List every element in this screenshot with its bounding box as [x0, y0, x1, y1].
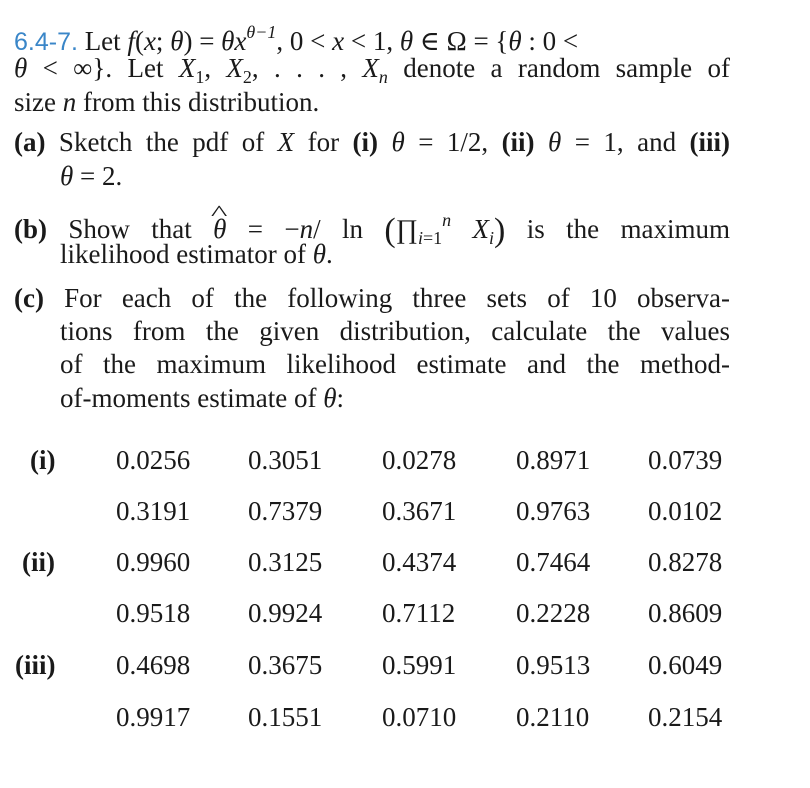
table-cell: 0.1551 [248, 702, 323, 732]
table-cell: 0.4374 [382, 547, 457, 577]
part-b-line-2: likelihood estimator of θ. [60, 239, 333, 269]
table-cell: 0.8609 [648, 598, 723, 628]
part-c-line-2: tions from the given distribution, calculate the values [60, 316, 730, 346]
table-cell: 0.0256 [116, 445, 191, 475]
table-cell: 0.7112 [382, 598, 456, 628]
table-cell: 0.3671 [382, 496, 457, 526]
table-cell: 0.3675 [248, 650, 323, 680]
table-cell: 0.8971 [516, 445, 591, 475]
part-c-line-3: of the maximum likelihood estimate and the method- [60, 349, 730, 379]
dataset-label: (iii) [15, 650, 56, 680]
table-cell: 0.6049 [648, 650, 723, 680]
part-c-line-1: (c) For each of the following three sets of 10 observa- [14, 283, 730, 313]
table-cell: 0.9513 [516, 650, 591, 680]
table-cell: 0.9917 [116, 702, 191, 732]
table-cell: 0.0710 [382, 702, 457, 732]
part-b-line-1: (b) Show that ^ θ = −n/ $\ln (\prod_{i=1}^n$ $X_i$) is the maximum [14, 204, 730, 254]
table-row [0, 496, 810, 536]
table-row [0, 598, 810, 638]
table-cell: 0.9518 [116, 598, 191, 628]
table-cell: 0.9960 [116, 547, 191, 577]
table-cell: 0.2228 [516, 598, 591, 628]
table-cell: 0.3051 [248, 445, 323, 475]
table-cell: 0.8278 [648, 547, 723, 577]
table-cell: 0.5991 [382, 650, 457, 680]
problem-line-1: 6.4-7. Let f(x; $\theta) = \theta x^{\theta-1}$, 0 < x < 1, θ ∈ Ω = {θ : 0 < [14, 22, 579, 56]
table-cell: 0.9924 [248, 598, 323, 628]
problem-line-3: size n from this distribution. [14, 87, 320, 117]
part-c-line-4: of-moments estimate of θ: [60, 383, 344, 413]
table-cell: 0.7379 [248, 496, 323, 526]
table-cell: 0.0278 [382, 445, 457, 475]
dataset-label: (ii) [22, 547, 55, 577]
part-a-label: (a) [14, 127, 46, 157]
table-cell: 0.0739 [648, 445, 723, 475]
table-cell: 0.3191 [116, 496, 191, 526]
table-row [0, 650, 810, 690]
part-c-label: (c) [14, 283, 44, 313]
table-cell: 0.2154 [648, 702, 723, 732]
table-row [0, 547, 810, 587]
part-a-line-1: (a) Sketch the pdf of X for (i) θ = 1/2, (ii) θ = 1, and (iii) [14, 127, 731, 157]
part-b-label: (b) [14, 214, 47, 244]
table-cell: 0.4698 [116, 650, 191, 680]
table-cell: 0.9763 [516, 496, 591, 526]
table-row [0, 445, 810, 485]
table-row [0, 702, 810, 742]
table-cell: 0.2110 [516, 702, 590, 732]
part-a-line-2: θ = 2. [60, 161, 123, 191]
dataset-label: (i) [30, 445, 56, 475]
problem-line-2: θ < ∞}. Let $X_1$, $X_2$, . . . , $X_n$ denote a random sample of [14, 53, 730, 87]
table-cell: 0.3125 [248, 547, 323, 577]
problem-number: 6.4-7. [14, 28, 78, 56]
table-cell: 0.0102 [648, 496, 723, 526]
table-cell: 0.7464 [516, 547, 591, 577]
